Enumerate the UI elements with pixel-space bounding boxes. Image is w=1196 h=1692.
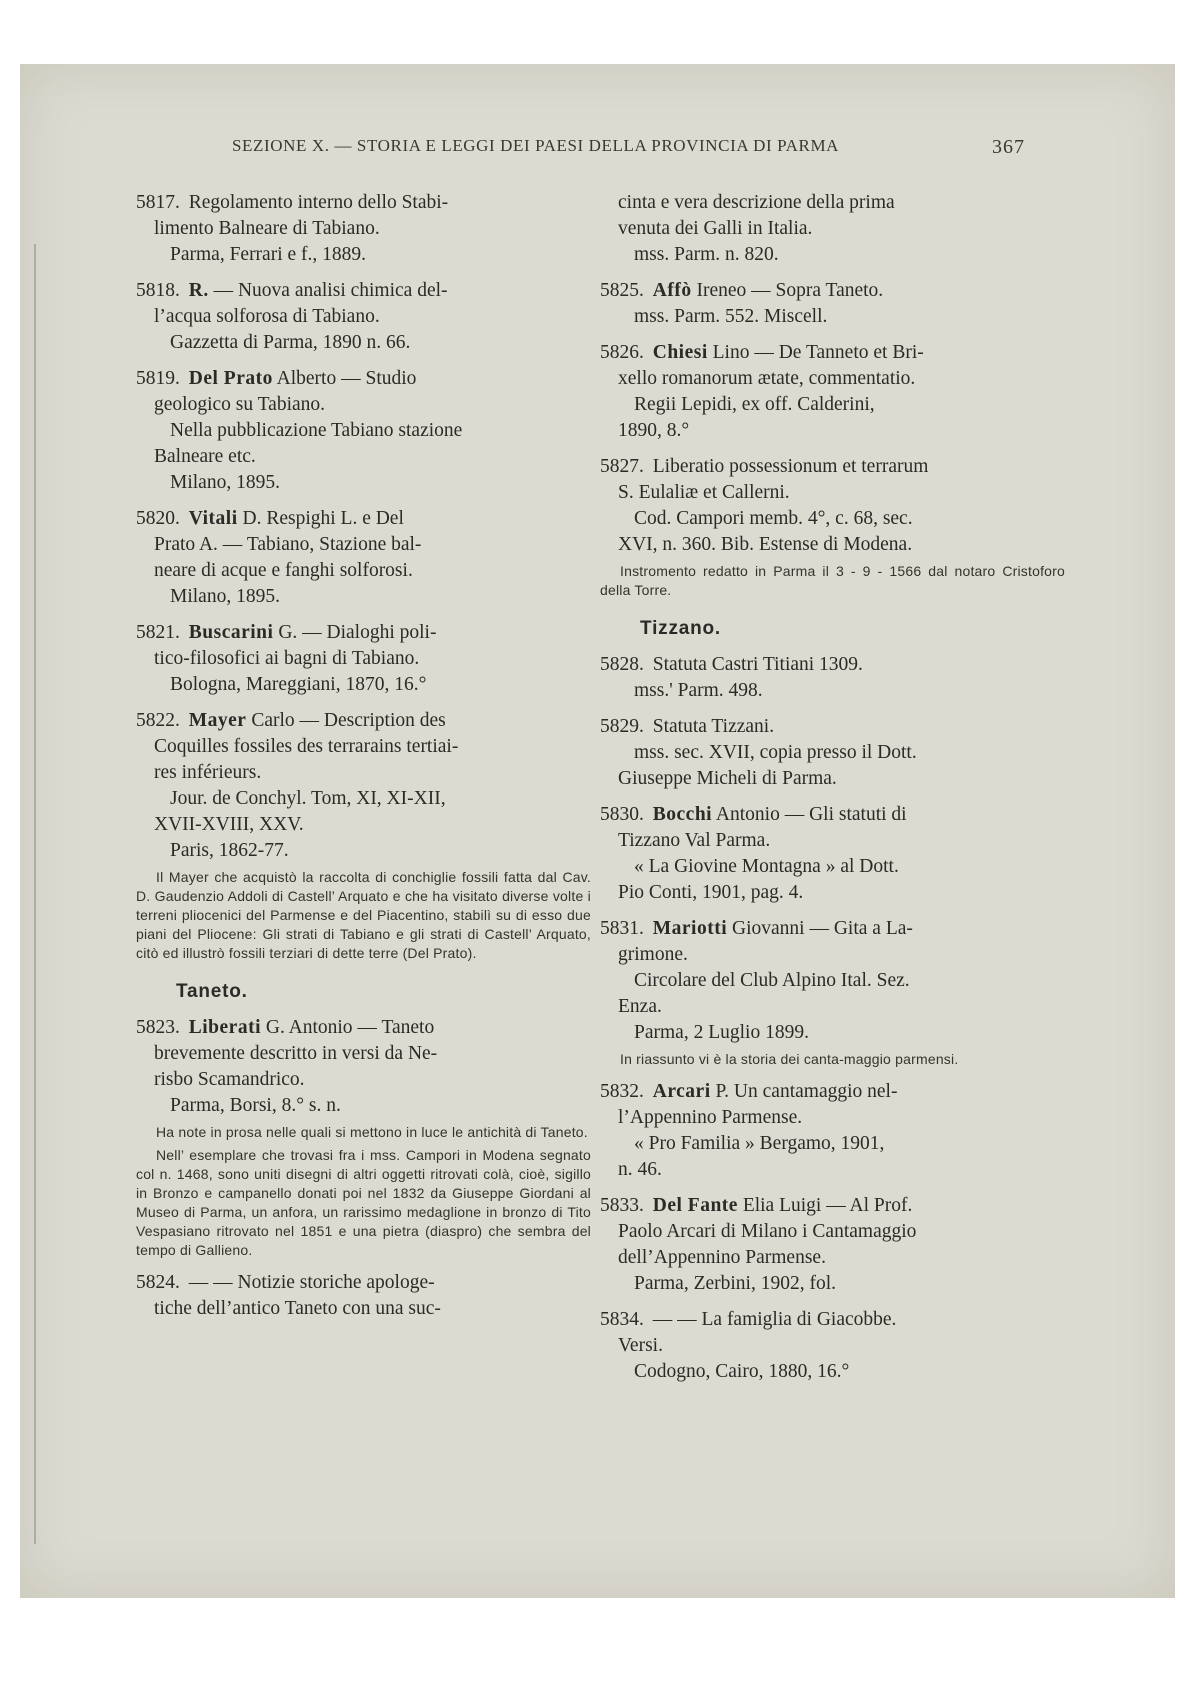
entry-title: G. — Dialoghi poli- [278, 622, 437, 643]
entry-number: 5825. [600, 280, 644, 301]
entry-publication: Jour. de Conchyl. Tom, XI, XI-XII, [170, 788, 446, 809]
entry-5819 [136, 366, 591, 496]
entry-number: 5818. [136, 280, 180, 301]
entry-title: — — La famiglia di Giacobbe. [652, 1309, 897, 1330]
entry-title-cont: l’Appennino Parmense. [618, 1107, 803, 1128]
entry-author: Bocchi [652, 804, 713, 825]
entry-publication: Gazzetta di Parma, 1890 n. 66. [170, 332, 411, 353]
entry-publication: mss.' Parm. 498. [634, 680, 763, 701]
entry-5830 [600, 802, 1065, 906]
entry-number: 5824. [136, 1272, 180, 1293]
entry-note: Nell’ esemplare che trovasi fra i mss. Campori in Modena segnato col n. 1468, sono uniti disegni di altri oggetti ritrovati colà, cioè, sigillo in Bronzo e campanello donati poi nel 1832 da Giuseppe Giordani al Museo di Parma, un anfora, un rarissimo medaglione in bronzo di Tito Vespasiano ritrovato nel 1851 e una pietra (diaspro) che sembra del tempo di Gallieno. [136, 1147, 591, 1258]
left-column [136, 190, 591, 1332]
entry-number: 5828. [600, 654, 644, 675]
entry-title: Regolamento interno dello Stabi- [188, 192, 449, 213]
entry-title-cont: Prato A. — Tabiano, Stazione bal- [154, 534, 422, 555]
entry-number: 5819. [136, 368, 180, 389]
entry-title-cont: tiche dell’antico Taneto con una suc- [154, 1298, 441, 1319]
entry-title-cont: risbo Scamandrico. [154, 1069, 305, 1090]
entry-title-cont: brevemente descritto in versi da Ne- [154, 1043, 438, 1064]
entry-title-cont: cinta e vera descrizione della prima [618, 192, 895, 213]
entry-author: Mariotti [652, 918, 728, 939]
entry-note: In riassunto vi è la storia dei canta-maggio parmensi. [620, 1051, 959, 1067]
entry-5817 [136, 190, 591, 268]
entry-5818 [136, 278, 591, 356]
entry-5829 [600, 714, 1065, 792]
entry-title-cont: dell’Appennino Parmense. [618, 1247, 826, 1268]
entry-title-cont: tico-filosofici ai bagni di Tabiano. [154, 648, 420, 669]
entry-title-cont: l’acqua solforosa di Tabiano. [154, 306, 380, 327]
entry-publication-place: Paris, 1862-77. [170, 840, 289, 861]
entry-title-cont: Versi. [618, 1335, 663, 1356]
entry-number: 5820. [136, 508, 180, 529]
entry-5833 [600, 1193, 1065, 1297]
entry-title: Giovanni — Gita a La- [732, 918, 913, 939]
running-head [20, 136, 1175, 159]
entry-number: 5822. [136, 710, 180, 731]
entry-publication: Bologna, Mareggiani, 1870, 16.° [170, 674, 427, 695]
entry-number: 5832. [600, 1081, 644, 1102]
entry-5823 [136, 1015, 591, 1260]
entry-title-cont: res inférieurs. [154, 762, 262, 783]
entry-publication-place: Parma, 2 Luglio 1899. [634, 1022, 809, 1043]
entry-publication-cont: 1890, 8.° [618, 420, 690, 441]
entry-author: Liberati [188, 1017, 261, 1038]
entry-5824-continued [600, 190, 1065, 268]
entry-title-cont: xello romanorum ætate, commentatio. [618, 368, 916, 389]
scanned-page [20, 64, 1175, 1598]
entry-title-cont: limento Balneare di Tabiano. [154, 218, 380, 239]
entry-author: R. [188, 280, 209, 301]
section-title-taneto: Taneto. [176, 981, 248, 1002]
entry-title: Lino — De Tanneto et Bri- [712, 342, 924, 363]
entry-publication-cont: Giuseppe Micheli di Parma. [618, 768, 837, 789]
entry-publication-cont: XVII-XVIII, XXV. [154, 814, 304, 835]
entry-publication: Parma, Ferrari e f., 1889. [170, 244, 367, 265]
entry-5824 [136, 1270, 591, 1322]
entry-author: Del Fante [652, 1195, 738, 1216]
entry-publication: « Pro Familia » Bergamo, 1901, [634, 1133, 885, 1154]
entry-publication: mss. Parm. n. 820. [634, 244, 779, 265]
entry-title-cont: grimone. [618, 944, 688, 965]
entry-title: — — Notizie storiche apologe- [188, 1272, 435, 1293]
entry-title: Ireneo — Sopra Taneto. [696, 280, 884, 301]
entry-title: — Nuova analisi chimica del- [213, 280, 448, 301]
entry-publication-cont: XVI, n. 360. Bib. Estense di Modena. [618, 534, 913, 555]
section-title-tizzano: Tizzano. [640, 618, 721, 639]
entry-5832 [600, 1079, 1065, 1183]
entry-note: Instromento redatto in Parma il 3 - 9 - 1566 dal notaro Cristoforo della Torre. [600, 563, 1065, 598]
entry-title-cont: Coquilles fossiles des terrarains tertiai- [154, 736, 459, 757]
entry-title-cont: Paolo Arcari di Milano i Cantamaggio [618, 1221, 917, 1242]
entry-number: 5827. [600, 456, 644, 477]
entry-title-cont: Tizzano Val Parma. [618, 830, 771, 851]
entry-number: 5826. [600, 342, 644, 363]
entry-publication: Parma, Borsi, 8.° s. n. [170, 1095, 341, 1116]
entry-publication-place: Milano, 1895. [170, 472, 280, 493]
entry-publication: Parma, Zerbini, 1902, fol. [634, 1273, 836, 1294]
entry-author: Affò [652, 280, 692, 301]
entry-5834 [600, 1307, 1065, 1385]
entry-publication-cont: Enza. [618, 996, 662, 1017]
entry-title: Antonio — Gli statuti di [715, 804, 907, 825]
entry-publication: « La Giovine Montagna » al Dott. [634, 856, 899, 877]
entry-publication: Cod. Campori memb. 4°, c. 68, sec. [634, 508, 913, 529]
entry-title: Statuta Tizzani. [652, 716, 775, 737]
entry-number: 5823. [136, 1017, 180, 1038]
entry-note: Il Mayer che acquistò la raccolta di conchiglie fossili fatta dal Cav. D. Gaudenzio Addoli di Castell’ Arquato e che ha visitato diverse volte i terreni pliocenici del Parmense e del Piacentino, stabilì su di esso due piani del Pliocene: Gli strati di Tabiano e gli strati di Castell’ Arquato, citò ed illustrò fossili terziari di dette terre (Del Prato). [136, 869, 591, 961]
entry-publication-cont: Pio Conti, 1901, pag. 4. [618, 882, 804, 903]
entry-number: 5834. [600, 1309, 644, 1330]
entry-number: 5817. [136, 192, 180, 213]
entry-5820 [136, 506, 591, 610]
entry-title-cont: venuta dei Galli in Italia. [618, 218, 813, 239]
entry-publication-cont: n. 46. [618, 1159, 662, 1180]
entry-5822 [136, 708, 591, 963]
entry-title: D. Respighi L. e Del [242, 508, 404, 529]
entry-author: Mayer [188, 710, 247, 731]
entry-5825 [600, 278, 1065, 330]
entry-title: Elia Luigi — Al Prof. [742, 1195, 913, 1216]
entry-author: Buscarini [188, 622, 274, 643]
entry-5826 [600, 340, 1065, 444]
entry-publication: Regii Lepidi, ex off. Calderini, [634, 394, 875, 415]
entry-number: 5831. [600, 918, 644, 939]
entry-number: 5830. [600, 804, 644, 825]
entry-author: Del Prato [188, 368, 273, 389]
entry-title: P. Un cantamaggio nel- [715, 1081, 898, 1102]
entry-5828 [600, 652, 1065, 704]
entry-title: Alberto — Studio [276, 368, 417, 389]
entry-publication: mss. Parm. 552. Miscell. [634, 306, 828, 327]
entry-note: Ha note in prosa nelle quali si mettono in luce le antichità di Taneto. [156, 1124, 588, 1140]
entry-5827 [600, 454, 1065, 600]
entry-number: 5829. [600, 716, 644, 737]
entry-5831 [600, 916, 1065, 1069]
entry-publication: Codogno, Cairo, 1880, 16.° [634, 1361, 850, 1382]
entry-number: 5833. [600, 1195, 644, 1216]
entry-author: Arcari [652, 1081, 711, 1102]
entry-author: Chiesi [652, 342, 708, 363]
entry-publication-cont: Balneare etc. [154, 446, 256, 467]
entry-publication: Nella pubblicazione Tabiano stazione [170, 420, 463, 441]
entry-title: G. Antonio — Taneto [265, 1017, 435, 1038]
entry-title-cont: neare di acque e fanghi solforosi. [154, 560, 413, 581]
entry-title-cont: S. Eulaliæ et Callerni. [618, 482, 790, 503]
page-number: 367 [992, 136, 1025, 158]
entry-author: Vitali [188, 508, 238, 529]
entry-publication: Circolare del Club Alpino Ital. Sez. [634, 970, 910, 991]
entry-5821 [136, 620, 591, 698]
entry-title: Liberatio possessionum et terrarum [652, 456, 929, 477]
entry-title-cont: geologico su Tabiano. [154, 394, 326, 415]
margin-marks [34, 244, 42, 1544]
running-head-title: SEZIONE X. — STORIA E LEGGI DEI PAESI DELLA PROVINCIA DI PARMA [232, 136, 840, 155]
entry-publication: mss. sec. XVII, copia presso il Dott. [634, 742, 917, 763]
entry-number: 5821. [136, 622, 180, 643]
entry-title: Statuta Castri Titiani 1309. [652, 654, 863, 675]
entry-title: Carlo — Description des [251, 710, 446, 731]
right-column [600, 190, 1065, 1395]
entry-publication: Milano, 1895. [170, 586, 280, 607]
